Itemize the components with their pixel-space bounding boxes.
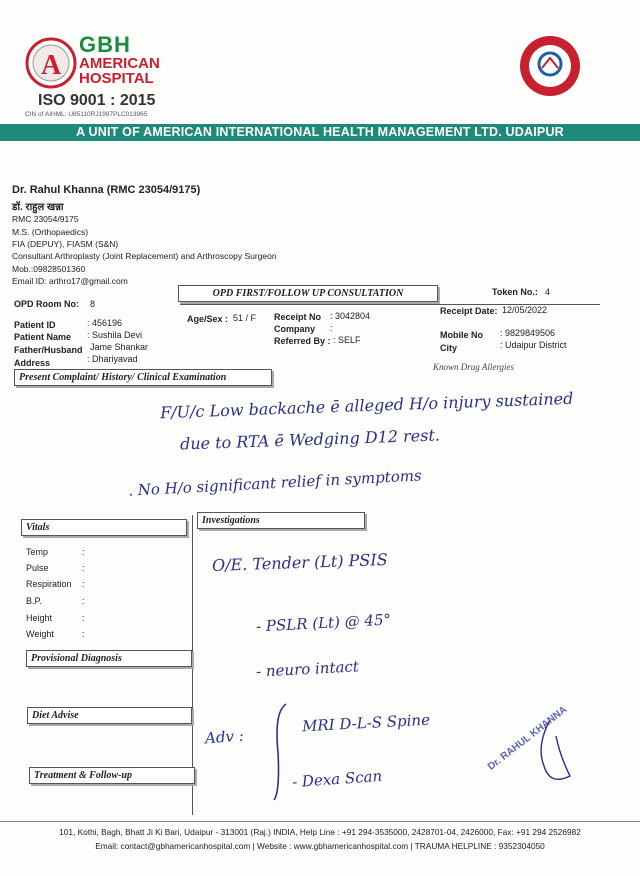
company-label: Company (274, 324, 316, 334)
treatment-heading: Treatment & Follow-up (29, 767, 195, 784)
opd-room-value: 8 (90, 299, 96, 309)
referred-value: : SELF (333, 335, 361, 345)
exam-line-2: - PSLR (Lt) @ 45° (255, 610, 392, 636)
brand-name: GBH (79, 32, 131, 57)
patient-name-label: Patient Name (14, 332, 72, 342)
advice-label: Adv : (204, 726, 245, 748)
doctor-name-hindi: डॉ. राहुल खन्ना (12, 202, 64, 213)
age-value: 51 / F (233, 313, 257, 323)
advice-line-2: - Dexa Scan (291, 766, 383, 792)
svg-text:A: A (41, 50, 62, 81)
brand-line-2: AMERICAN (79, 55, 160, 72)
doctor-stamp: Dr. RAHUL KHANNA (486, 704, 570, 773)
token-label: Token No.: (492, 287, 538, 297)
referred-label: Referred By : (274, 336, 331, 346)
father-value: Jame Shankar (90, 342, 149, 352)
vital-height: Height (26, 613, 53, 623)
doctor-degree: M.S. (Orthopaedics) (12, 227, 89, 237)
brand-line-3: HOSPITAL (79, 70, 154, 87)
token-value: 4 (545, 287, 551, 297)
receipt-value: : 3042804 (330, 311, 371, 321)
vital-weight: Weight (26, 629, 54, 639)
patient-id-label: Patient ID (14, 320, 56, 330)
complaint-line-3: . No H/o significant relief in symptoms (127, 466, 423, 500)
footer-address: 101, Kothi, Bagh, Bhatt Ji Ki Bari, Udaipur - 313001 (Raj.) INDIA, Help Line : +91 294-3535000, 2428701-04, 2426000, Fax: +91 294 2526982 (59, 827, 581, 837)
exam-line-1: O/E. Tender (Lt) PSIS (211, 549, 388, 576)
doctor-mobile: Mob.:09828501360 (12, 264, 86, 274)
mobile-label: Mobile No (440, 330, 483, 340)
header-banner (0, 124, 640, 141)
signature-mark (530, 716, 580, 796)
prescription-page: A GBH AMERICAN HOSPITAL ISO 9001 : 2015 CIN of AIHML: U85110RJ1997PLC013965 A UNIT OF AMERICAN INTERNATIONAL HEALTH MANAGEMENT LTD. UDAIPUR Dr. Rahul Khanna (RMC 23054/9175) डॉ. राहुल खन्ना RMC 23054/9175 M.S. (Orthopaedics) FIA (DEPUY), FIASM (S&N) Consultant Arthroplasty (Joint Replacement) and Arthroscopy Surgeon Mob.:09828501360 Email ID: arthro17@gmail.com OPD Room No: 8 OPD FIRST/FOLLOW UP CONSULTATION Token No.: 4 Patient ID : 456196 Patient Name : Sushila Devi Father/Husband Jame Shankar Address : Dhariyavad Age/Sex : 51 / F Receipt No : 3042804 Company : Referred By : : SELF Receipt Date: 12/05/2022 Mobile No : 9829849506 City : Udaipur District Known Drug Allergies Present Complaint/ History/ Clinical Examination F/U/c Low backache ē alleged H/o injury sustained due to RTA ē Wedging D12 rest. . No H/o significant relief in symptoms Vitals Temp Pulse Respiration B.P. Height Weight : : : : : : Investigations O/E. Tender (Lt) PSIS - PSLR (Lt) @ 45° - neuro intact Provisional Diagnosis Diet Advise Treatment & Follow-up Adv : MRI D-L-S Spine - Dexa Scan Dr. RAHUL KHANNA 101, Kothi, Bagh, Bhatt Ji Ki Bari, Udaipur - 313001 (Raj.) INDIA, Help Line : +91 294-3535000, 2428701-04, 2426000, Fax: +91 294 2526982 Email: contact@gbhamericanhospital.com | Website : www.gbhamericanhospital.com | TRAUMA HELPLINE : 9352304050 (0, 0, 640, 876)
opd-room-label: OPD Room No: (14, 299, 79, 309)
city-label: City (440, 343, 458, 353)
footer-divider (0, 821, 640, 822)
cin-number: CIN of AIHML: U85110RJ1997PLC013965 (25, 111, 148, 118)
bracket-mark (270, 702, 290, 802)
complaint-line-2: due to RTA ē Wedging D12 rest. (179, 425, 441, 454)
vital-pulse: Pulse (26, 563, 49, 573)
complaint-heading: Present Complaint/ History/ Clinical Examination (14, 369, 272, 386)
allergies-label: Known Drug Allergies (433, 362, 515, 372)
banner-text: A UNIT OF AMERICAN INTERNATIONAL HEALTH MANAGEMENT LTD. UDAIPUR (76, 125, 564, 139)
receipt-date-label: Receipt Date: (440, 306, 498, 316)
vital-bp: B.P. (26, 596, 42, 606)
patient-id-value: : 456196 (87, 318, 123, 328)
doctor-fellowship: FIA (DEPUY), FIASM (S&N) (12, 239, 119, 249)
doctor-email: Email ID: arthro17@gmail.com (12, 276, 128, 286)
vital-temp: Temp (26, 547, 49, 557)
advice-line-1: MRI D-L-S Spine (301, 710, 431, 736)
vital-respiration: Respiration (26, 579, 72, 589)
investigations-heading: Investigations (197, 512, 365, 529)
doctor-name: Dr. Rahul Khanna (RMC 23054/9175) (12, 184, 201, 196)
mobile-value: : 9829849506 (500, 328, 556, 338)
company-value: : (330, 323, 333, 333)
city-value: : Udaipur District (500, 340, 567, 350)
receipt-label: Receipt No (274, 312, 322, 322)
address-label: Address (14, 358, 51, 368)
exam-line-3: - neuro intact (255, 657, 360, 681)
diet-advise-heading: Diet Advise (27, 707, 192, 724)
vitals-heading: Vitals (21, 519, 187, 536)
complaint-line-1: F/U/c Low backache ē alleged H/o injury sustained (159, 388, 574, 423)
nabh-seal-icon (518, 34, 582, 98)
patient-name-value: : Sushila Devi (87, 330, 143, 340)
doctor-rmc: RMC 23054/9175 (12, 214, 79, 224)
iso-certification: ISO 9001 : 2015 (38, 92, 156, 109)
hospital-logo-icon (24, 36, 78, 90)
consultation-heading: OPD FIRST/FOLLOW UP CONSULTATION (178, 285, 438, 302)
father-label: Father/Husband (14, 345, 83, 355)
doctor-title: Consultant Arthroplasty (Joint Replacement) and Arthroscopy Surgeon (12, 251, 277, 261)
footer-contact: Email: contact@gbhamericanhospital.com | Website : www.gbhamericanhospital.com | TRAUMA HELPLINE : 9352304050 (95, 841, 545, 851)
receipt-date-value: 12/05/2022 (502, 305, 548, 315)
address-value: : Dhariyavad (87, 354, 138, 364)
age-label: Age/Sex : (187, 314, 229, 324)
provisional-diagnosis-heading: Provisional Diagnosis (26, 650, 192, 667)
